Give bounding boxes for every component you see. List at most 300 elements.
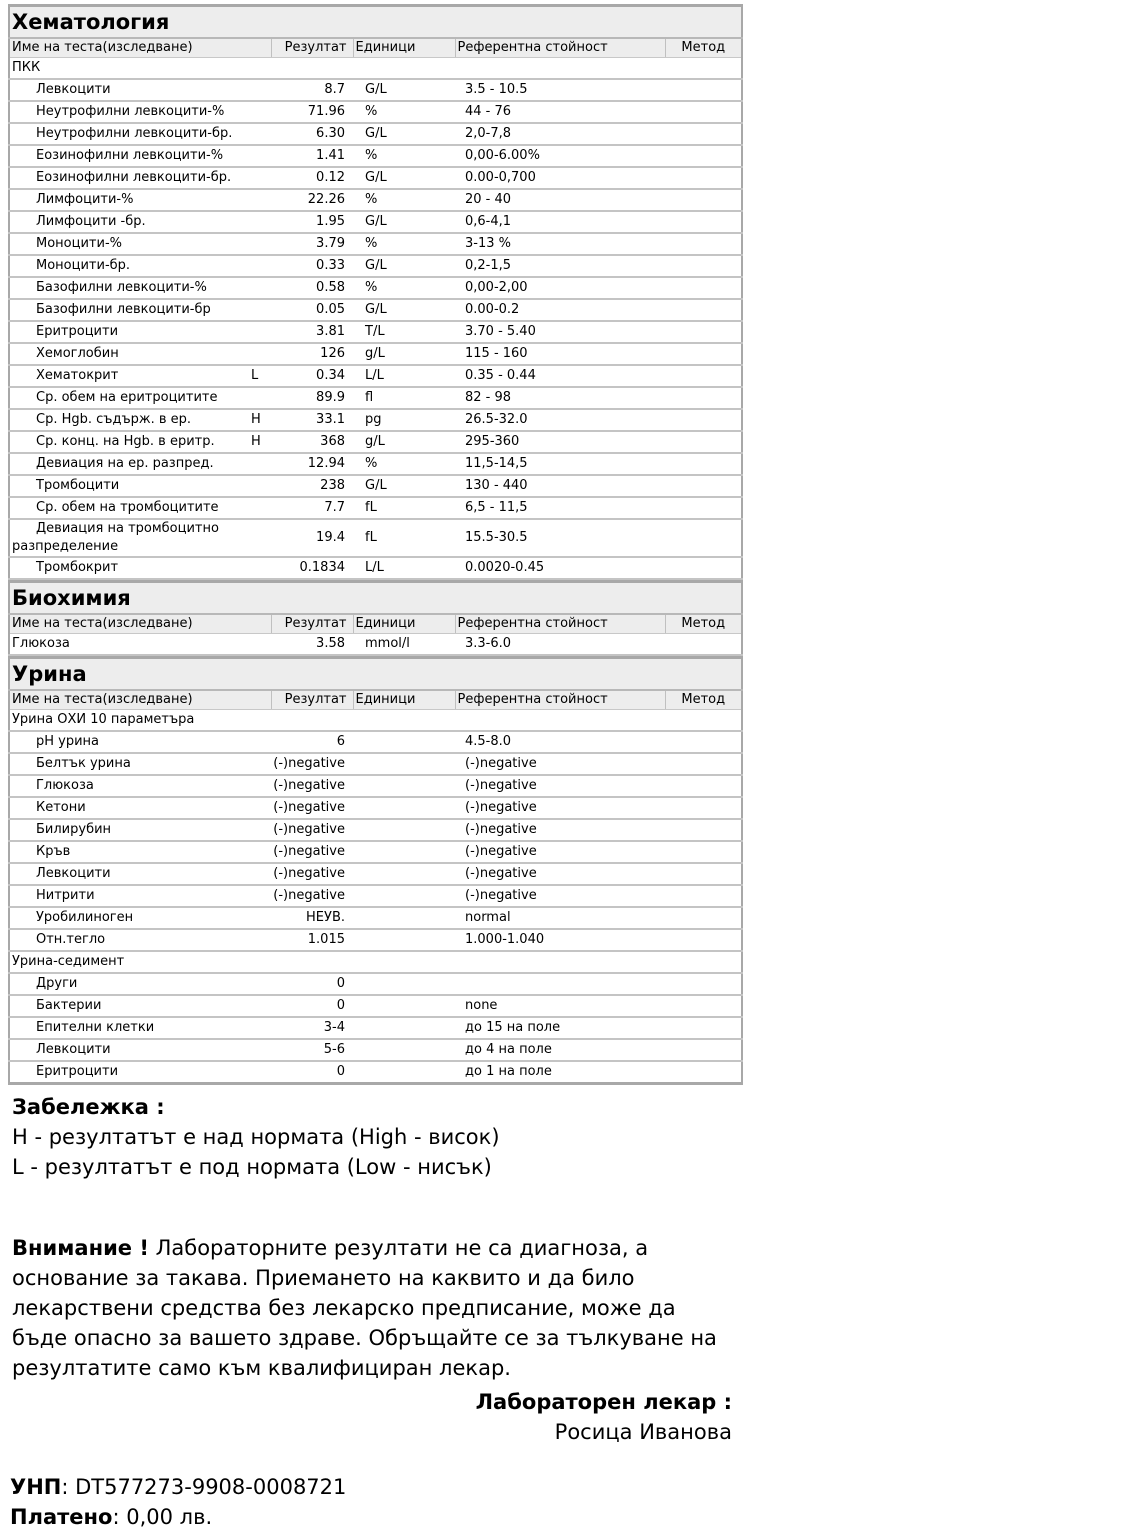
group-label: Урина-седимент bbox=[9, 951, 742, 973]
method-value bbox=[665, 885, 742, 907]
result-value: 12.94 bbox=[271, 453, 353, 475]
result-value: 0.12 bbox=[271, 167, 353, 189]
reference-range: 15.5-30.5 bbox=[455, 519, 665, 557]
result-row bbox=[9, 189, 742, 211]
reference-range: normal bbox=[455, 907, 665, 929]
result-flag bbox=[249, 189, 271, 211]
result-row bbox=[9, 885, 742, 907]
result-flag bbox=[249, 1017, 271, 1039]
result-flag bbox=[249, 343, 271, 365]
result-value: 0.33 bbox=[271, 255, 353, 277]
method-value bbox=[665, 497, 742, 519]
result-row bbox=[9, 907, 742, 929]
reference-range: 295-360 bbox=[455, 431, 665, 453]
result-value: (-)negative bbox=[271, 753, 353, 775]
result-value: 368 bbox=[271, 431, 353, 453]
method-value bbox=[665, 753, 742, 775]
column-header-method: Метод bbox=[665, 38, 742, 58]
test-name: Ср. обем на тромбоцитите bbox=[9, 497, 249, 519]
reference-range: (-)negative bbox=[455, 841, 665, 863]
reference-range: (-)negative bbox=[455, 753, 665, 775]
result-units: L/L bbox=[353, 557, 455, 579]
result-flag: H bbox=[249, 431, 271, 453]
reference-range: до 15 на поле bbox=[455, 1017, 665, 1039]
result-flag bbox=[249, 519, 271, 557]
reference-range: 130 - 440 bbox=[455, 475, 665, 497]
result-units: g/L bbox=[353, 431, 455, 453]
section-title: Хематология bbox=[9, 6, 742, 39]
reference-range: 0.0020-0.45 bbox=[455, 557, 665, 579]
group-label: ПКК bbox=[9, 58, 742, 80]
result-value: (-)negative bbox=[271, 885, 353, 907]
result-units bbox=[353, 995, 455, 1017]
result-units: G/L bbox=[353, 79, 455, 101]
doctor-label: Лабораторен лекар : bbox=[475, 1390, 732, 1414]
result-units: % bbox=[353, 101, 455, 123]
result-value: 6 bbox=[271, 731, 353, 753]
reference-range: 0.00-0,700 bbox=[455, 167, 665, 189]
paid-line bbox=[10, 1502, 346, 1532]
result-units bbox=[353, 753, 455, 775]
result-flag bbox=[249, 475, 271, 497]
test-name: Епителни клетки bbox=[9, 1017, 249, 1039]
result-units: % bbox=[353, 277, 455, 299]
result-value: 1.41 bbox=[271, 145, 353, 167]
result-units: G/L bbox=[353, 255, 455, 277]
result-row bbox=[9, 995, 742, 1017]
result-flag bbox=[249, 123, 271, 145]
result-units: L/L bbox=[353, 365, 455, 387]
result-row bbox=[9, 101, 742, 123]
result-units bbox=[353, 797, 455, 819]
result-value: 1.015 bbox=[271, 929, 353, 951]
method-value bbox=[665, 907, 742, 929]
result-row bbox=[9, 1039, 742, 1061]
method-value bbox=[665, 387, 742, 409]
test-name: Неутрофилни левкоцити-% bbox=[9, 101, 249, 123]
result-flag bbox=[249, 929, 271, 951]
paid-label: Платено bbox=[10, 1505, 113, 1529]
result-flag bbox=[249, 497, 271, 519]
result-value: 19.4 bbox=[271, 519, 353, 557]
reference-range: 11,5-14,5 bbox=[455, 453, 665, 475]
reference-range: 0,00-2,00 bbox=[455, 277, 665, 299]
section-title-row bbox=[9, 6, 742, 39]
reference-range: 2,0-7,8 bbox=[455, 123, 665, 145]
result-row bbox=[9, 634, 742, 656]
result-flag bbox=[249, 299, 271, 321]
result-units bbox=[353, 973, 455, 995]
result-row bbox=[9, 753, 742, 775]
test-name: Други bbox=[9, 973, 249, 995]
column-header-name: Име на теста(изследване) bbox=[9, 38, 271, 58]
result-row bbox=[9, 167, 742, 189]
section-title: Урина bbox=[9, 658, 742, 691]
test-name: Левкоцити bbox=[9, 79, 249, 101]
test-name: Ср. Hgb. съдърж. в ер. bbox=[9, 409, 249, 431]
result-row bbox=[9, 819, 742, 841]
method-value bbox=[665, 634, 742, 656]
result-row bbox=[9, 475, 742, 497]
result-flag bbox=[249, 79, 271, 101]
column-header-row bbox=[9, 690, 742, 710]
result-value: 3-4 bbox=[271, 1017, 353, 1039]
result-units bbox=[353, 731, 455, 753]
method-value bbox=[665, 233, 742, 255]
lab-report bbox=[8, 4, 743, 1085]
result-row bbox=[9, 79, 742, 101]
result-row bbox=[9, 797, 742, 819]
column-header-name: Име на теста(изследване) bbox=[9, 690, 271, 710]
result-value: 0.34 bbox=[271, 365, 353, 387]
reference-range: 82 - 98 bbox=[455, 387, 665, 409]
group-row bbox=[9, 951, 742, 973]
result-units bbox=[353, 1061, 455, 1084]
method-value bbox=[665, 277, 742, 299]
result-flag bbox=[249, 101, 271, 123]
section-table bbox=[8, 580, 743, 656]
reference-range: 115 - 160 bbox=[455, 343, 665, 365]
method-value bbox=[665, 409, 742, 431]
reference-range: 3.5 - 10.5 bbox=[455, 79, 665, 101]
result-units: G/L bbox=[353, 123, 455, 145]
method-value bbox=[665, 321, 742, 343]
unp-line bbox=[10, 1472, 346, 1502]
result-row bbox=[9, 557, 742, 579]
result-row bbox=[9, 299, 742, 321]
method-value bbox=[665, 863, 742, 885]
test-name: Билирубин bbox=[9, 819, 249, 841]
result-value: 0 bbox=[271, 1061, 353, 1084]
result-units: g/L bbox=[353, 343, 455, 365]
reference-range: 0.00-0.2 bbox=[455, 299, 665, 321]
test-name: Моноцити-бр. bbox=[9, 255, 249, 277]
reference-range: (-)negative bbox=[455, 775, 665, 797]
method-value bbox=[665, 775, 742, 797]
reference-range: 3.70 - 5.40 bbox=[455, 321, 665, 343]
result-row bbox=[9, 277, 742, 299]
result-value: 33.1 bbox=[271, 409, 353, 431]
group-row bbox=[9, 58, 742, 80]
test-name: Лимфоцити-% bbox=[9, 189, 249, 211]
doctor-block bbox=[476, 1387, 732, 1447]
reference-range: 4.5-8.0 bbox=[455, 731, 665, 753]
result-flag bbox=[249, 145, 271, 167]
group-label: Урина ОХИ 10 параметъра bbox=[9, 710, 742, 732]
result-value: (-)negative bbox=[271, 797, 353, 819]
result-row bbox=[9, 1061, 742, 1084]
reference-range: 3.3-6.0 bbox=[455, 634, 665, 656]
result-value: 7.7 bbox=[271, 497, 353, 519]
method-value bbox=[665, 211, 742, 233]
warning-block bbox=[12, 1233, 737, 1383]
method-value bbox=[665, 731, 742, 753]
result-row bbox=[9, 145, 742, 167]
result-value: (-)negative bbox=[271, 775, 353, 797]
test-name: Еритроцити bbox=[9, 321, 249, 343]
test-name: Кръв bbox=[9, 841, 249, 863]
result-flag bbox=[249, 1039, 271, 1061]
test-name: Лимфоцити -бр. bbox=[9, 211, 249, 233]
method-value bbox=[665, 255, 742, 277]
result-flag bbox=[249, 863, 271, 885]
reference-range: (-)negative bbox=[455, 797, 665, 819]
reference-range: (-)negative bbox=[455, 819, 665, 841]
result-row bbox=[9, 409, 742, 431]
test-name: Тромбокрит bbox=[9, 557, 249, 579]
method-value bbox=[665, 995, 742, 1017]
result-flag bbox=[249, 775, 271, 797]
method-value bbox=[665, 79, 742, 101]
column-header-row bbox=[9, 614, 742, 634]
column-header-method: Метод bbox=[665, 690, 742, 710]
test-name: Нитрити bbox=[9, 885, 249, 907]
result-flag bbox=[249, 453, 271, 475]
result-flag bbox=[249, 797, 271, 819]
result-value: (-)negative bbox=[271, 819, 353, 841]
method-value bbox=[665, 1017, 742, 1039]
reference-range: 0,6-4,1 bbox=[455, 211, 665, 233]
result-row bbox=[9, 929, 742, 951]
method-value bbox=[665, 145, 742, 167]
result-units: % bbox=[353, 233, 455, 255]
method-value bbox=[665, 453, 742, 475]
column-header-reference: Референтна стойност bbox=[455, 614, 665, 634]
column-header-row bbox=[9, 38, 742, 58]
result-row bbox=[9, 321, 742, 343]
method-value bbox=[665, 797, 742, 819]
reference-range: до 1 на поле bbox=[455, 1061, 665, 1084]
test-name: Базофилни левкоцити-% bbox=[9, 277, 249, 299]
warning-text: Лабораторните резултати не са диагноза, а основание за такава. Приемането на каквито и да било лекарствени средства без лекарско предписание, може да бъде опасно за вашето здраве. Обръщайте се за тълкуване на резултатите само към квалифициран лекар. bbox=[12, 1236, 717, 1380]
test-name: Хемоглобин bbox=[9, 343, 249, 365]
reference-range: 0.35 - 0.44 bbox=[455, 365, 665, 387]
reference-range: (-)negative bbox=[455, 885, 665, 907]
result-units bbox=[353, 819, 455, 841]
result-value: 5-6 bbox=[271, 1039, 353, 1061]
result-flag bbox=[249, 819, 271, 841]
group-row bbox=[9, 710, 742, 732]
reference-range: 3-13 % bbox=[455, 233, 665, 255]
test-name: Девиация на тромбоцитно разпределение bbox=[9, 519, 249, 557]
reference-range: none bbox=[455, 995, 665, 1017]
notes-title: Забележка : bbox=[12, 1095, 165, 1119]
method-value bbox=[665, 929, 742, 951]
result-value: (-)negative bbox=[271, 841, 353, 863]
method-value bbox=[665, 299, 742, 321]
result-flag: H bbox=[249, 409, 271, 431]
result-row bbox=[9, 731, 742, 753]
reference-range: 0,00-6.00% bbox=[455, 145, 665, 167]
column-header-reference: Референтна стойност bbox=[455, 38, 665, 58]
result-units: % bbox=[353, 453, 455, 475]
method-value bbox=[665, 1039, 742, 1061]
result-value: 8.7 bbox=[271, 79, 353, 101]
section-title-row bbox=[9, 582, 742, 615]
test-name: Хематокрит bbox=[9, 365, 249, 387]
result-units bbox=[353, 885, 455, 907]
notes-block bbox=[12, 1092, 500, 1182]
result-flag bbox=[249, 995, 271, 1017]
section-table bbox=[8, 4, 743, 580]
paid-value: : 0,00 лв. bbox=[112, 1505, 213, 1529]
test-name: Левкоцити bbox=[9, 863, 249, 885]
notes-low-legend: L - резултатът е под нормата (Low - нисък) bbox=[12, 1155, 492, 1179]
notes-high-legend: H - резултатът е над нормата (High - висок) bbox=[12, 1125, 500, 1149]
column-header-result: Резултат bbox=[271, 690, 353, 710]
result-flag bbox=[249, 255, 271, 277]
result-value: (-)negative bbox=[271, 863, 353, 885]
test-name: Ср. конц. на Hgb. в еритр. bbox=[9, 431, 249, 453]
result-flag bbox=[249, 233, 271, 255]
method-value bbox=[665, 973, 742, 995]
result-units bbox=[353, 907, 455, 929]
result-value: 0 bbox=[271, 995, 353, 1017]
result-row bbox=[9, 255, 742, 277]
result-value: 3.81 bbox=[271, 321, 353, 343]
method-value bbox=[665, 189, 742, 211]
test-name: Отн.тегло bbox=[9, 929, 249, 951]
result-value: 1.95 bbox=[271, 211, 353, 233]
result-row bbox=[9, 453, 742, 475]
test-name: Левкоцити bbox=[9, 1039, 249, 1061]
method-value bbox=[665, 365, 742, 387]
method-value bbox=[665, 519, 742, 557]
result-units: T/L bbox=[353, 321, 455, 343]
result-units: pg bbox=[353, 409, 455, 431]
result-units: G/L bbox=[353, 211, 455, 233]
result-flag bbox=[249, 973, 271, 995]
result-row bbox=[9, 343, 742, 365]
result-row bbox=[9, 863, 742, 885]
method-value bbox=[665, 557, 742, 579]
result-row bbox=[9, 387, 742, 409]
result-flag bbox=[249, 907, 271, 929]
section-title-row bbox=[9, 658, 742, 691]
test-name: pH урина bbox=[9, 731, 249, 753]
result-value: 3.79 bbox=[271, 233, 353, 255]
result-value: 6.30 bbox=[271, 123, 353, 145]
result-units bbox=[353, 863, 455, 885]
test-name: Девиация на ер. разпред. bbox=[9, 453, 249, 475]
result-value: 3.58 bbox=[271, 634, 353, 656]
unp-label: УНП bbox=[10, 1475, 62, 1499]
doctor-name: Росица Иванова bbox=[554, 1420, 732, 1444]
result-row bbox=[9, 775, 742, 797]
result-units bbox=[353, 841, 455, 863]
result-row bbox=[9, 1017, 742, 1039]
result-value: 0.58 bbox=[271, 277, 353, 299]
result-value: 0 bbox=[271, 973, 353, 995]
method-value bbox=[665, 475, 742, 497]
test-name: Глюкоза bbox=[9, 775, 249, 797]
result-units: G/L bbox=[353, 299, 455, 321]
test-name: Неутрофилни левкоцити-бр. bbox=[9, 123, 249, 145]
section-title: Биохимия bbox=[9, 582, 742, 615]
result-row bbox=[9, 431, 742, 453]
result-units: G/L bbox=[353, 475, 455, 497]
test-name: Моноцити-% bbox=[9, 233, 249, 255]
result-flag bbox=[249, 211, 271, 233]
result-value: 0.1834 bbox=[271, 557, 353, 579]
result-row bbox=[9, 365, 742, 387]
reference-range: 0,2-1,5 bbox=[455, 255, 665, 277]
result-flag bbox=[249, 753, 271, 775]
reference-range: (-)negative bbox=[455, 863, 665, 885]
result-row bbox=[9, 211, 742, 233]
method-value bbox=[665, 101, 742, 123]
test-name: Тромбоцити bbox=[9, 475, 249, 497]
column-header-method: Метод bbox=[665, 614, 742, 634]
test-name: Базофилни левкоцити-бр bbox=[9, 299, 249, 321]
reference-range: 1.000-1.040 bbox=[455, 929, 665, 951]
result-flag: L bbox=[249, 365, 271, 387]
reference-range: 26.5-32.0 bbox=[455, 409, 665, 431]
column-header-units: Единици bbox=[353, 38, 455, 58]
method-value bbox=[665, 819, 742, 841]
result-value: 89.9 bbox=[271, 387, 353, 409]
result-units: % bbox=[353, 189, 455, 211]
result-row bbox=[9, 841, 742, 863]
method-value bbox=[665, 1061, 742, 1084]
test-name: Бактерии bbox=[9, 995, 249, 1017]
test-name: Кетони bbox=[9, 797, 249, 819]
result-row bbox=[9, 497, 742, 519]
result-flag bbox=[249, 634, 271, 656]
result-value: НЕУВ. bbox=[271, 907, 353, 929]
result-flag bbox=[249, 731, 271, 753]
column-header-units: Единици bbox=[353, 690, 455, 710]
result-value: 22.26 bbox=[271, 189, 353, 211]
result-flag bbox=[249, 885, 271, 907]
result-units: fl bbox=[353, 387, 455, 409]
result-units: fL bbox=[353, 497, 455, 519]
result-row bbox=[9, 519, 742, 557]
method-value bbox=[665, 431, 742, 453]
method-value bbox=[665, 841, 742, 863]
test-name: Глюкоза bbox=[9, 634, 249, 656]
result-value: 0.05 bbox=[271, 299, 353, 321]
result-units: fL bbox=[353, 519, 455, 557]
test-name: Ср. обем на еритроцитите bbox=[9, 387, 249, 409]
result-units bbox=[353, 929, 455, 951]
result-value: 126 bbox=[271, 343, 353, 365]
result-row bbox=[9, 123, 742, 145]
result-value: 238 bbox=[271, 475, 353, 497]
column-header-name: Име на теста(изследване) bbox=[9, 614, 271, 634]
column-header-units: Единици bbox=[353, 614, 455, 634]
column-header-reference: Референтна стойност bbox=[455, 690, 665, 710]
result-row bbox=[9, 233, 742, 255]
result-units: mmol/l bbox=[353, 634, 455, 656]
method-value bbox=[665, 123, 742, 145]
section-table bbox=[8, 656, 743, 1085]
reference-range: 20 - 40 bbox=[455, 189, 665, 211]
unp-value: : DT577273-9908-0008721 bbox=[61, 1475, 347, 1499]
result-units bbox=[353, 775, 455, 797]
result-flag bbox=[249, 557, 271, 579]
result-flag bbox=[249, 167, 271, 189]
result-flag bbox=[249, 387, 271, 409]
result-units bbox=[353, 1017, 455, 1039]
method-value bbox=[665, 343, 742, 365]
result-units: G/L bbox=[353, 167, 455, 189]
result-row bbox=[9, 973, 742, 995]
reference-range bbox=[455, 973, 665, 995]
result-flag bbox=[249, 277, 271, 299]
test-name: Еритроцити bbox=[9, 1061, 249, 1084]
result-flag bbox=[249, 841, 271, 863]
